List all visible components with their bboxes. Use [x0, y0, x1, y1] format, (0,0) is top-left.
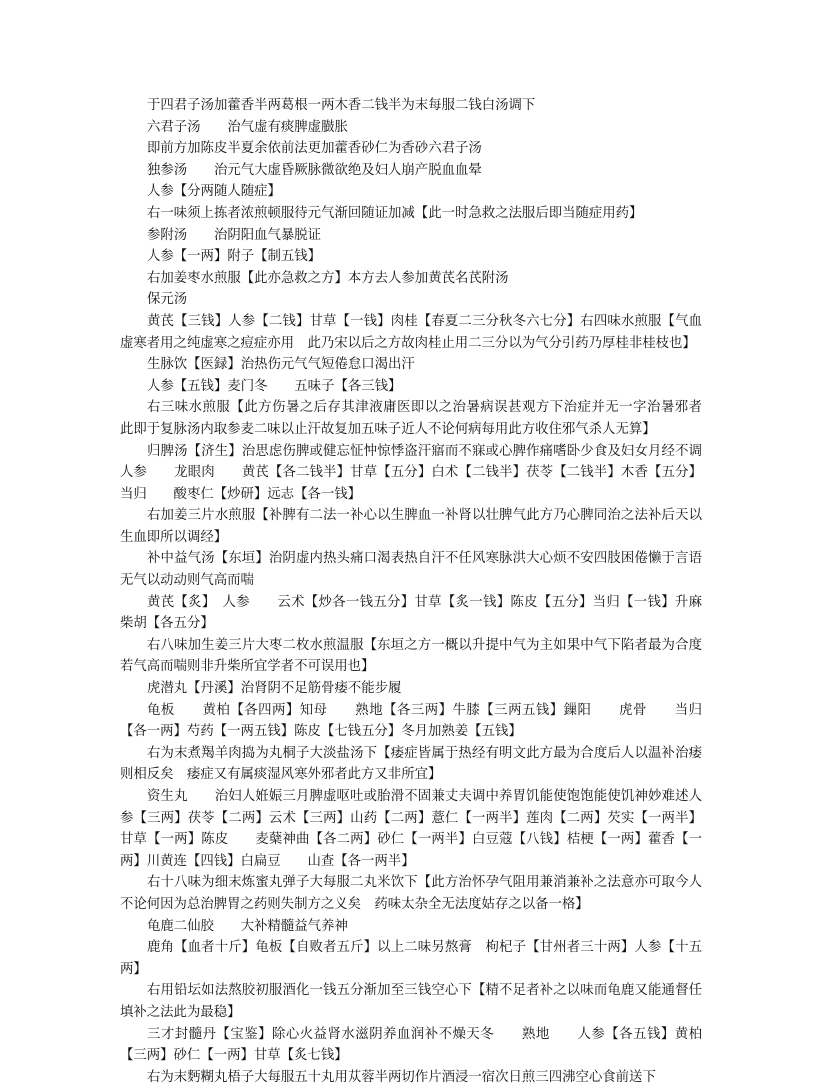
preparation-note: 右为末麪糊丸梧子大每服五十丸用苁蓉半两切作片酒浸一宿次日煎三四沸空心食前送下: [147, 1069, 656, 1085]
formula-heading: 补中益气汤【东垣】治阴虚内热头痛口渴表热自汗不任风寒脉洪大心烦不安四肢困倦懒于言语无气以动动则气高而喘: [120, 551, 702, 589]
formula-heading: 虎潜丸【丹溪】治肾阴不足筋骨痿不能步履: [147, 681, 402, 697]
ingredient-line: 人参【分两随人随症】: [147, 184, 281, 200]
ingredient-line: 黄芪【炙】 人参 云术【炒各一钱五分】甘草【炙一钱】陈皮【五分】当归【一钱】升麻 柴胡【各五分】: [120, 594, 729, 632]
ingredient-line: 鹿角【血者十斤】龟板【自败者五斤】以上二味另熬膏 枸杞子【甘州者三十两】人参【十五两】: [120, 940, 702, 977]
ingredient-line: 龟板 黄柏【各四两】知母 熟地【各三两】牛膝【三两五钱】鏁阳 虎骨 当归【各一两】芍药【一两五钱】陈皮【七钱五分】冬月加熟姜【五钱】: [120, 702, 702, 740]
formula-heading: 六君子汤 治气虚有痰脾虚臌胀: [147, 119, 348, 135]
preparation-note: 右加姜三片水煎服【补脾有二法一补心以生脾血一补肾以壮脾气此方乃心脾同治之法补后天以生血即所以调经】: [120, 508, 702, 545]
preparation-note: 右加姜枣水煎服【此亦急救之方】本方去人参加黄芪名芪附汤: [147, 270, 509, 286]
formula-heading: 生脉饮【医録】治热伤元气气短倦怠口渴出汗: [147, 357, 415, 373]
preparation-note: 右用铅坛如法熬胶初服酒化一钱五分渐加至三钱空心下【精不足者补之以味而龟鹿又能通督任填补之法此为最稳】: [120, 983, 702, 1020]
formula-heading: 保元汤: [147, 292, 188, 308]
preparation-note: 右一味须上拣者浓煎顿服待元气渐回随证加减【此一时急救之法服后即当随症用药】: [147, 205, 643, 221]
formula-heading: 资生丸 治妇人姙娠三月脾虚呕吐或胎滑不固兼丈夫调中养胃饥能使饱饱能使饥神妙难述人参【三两】茯苓【二两】云术【三两】山药【二两】薏仁【一两半】莲肉【二两】芡实【一两半】甘草【一两】陈皮 麦蘖神曲【各二两】砂仁【一两半】白豆蔻【八钱】桔梗【一两】藿香【一两】川黄连【四钱】白扁豆 山查【各一两半】: [120, 789, 702, 869]
preparation-note: 右三味水煎服【此方伤暑之后存其津液庸医即以之治暑病误甚观方下治症并无一字治暑邪者 此即于复脉汤内取参麦二味以止汗故复加五味子近人不论何病每用此方收住邪气杀人无算】: [120, 400, 716, 437]
paragraph: 即前方加陈皮半夏余依前法更加藿香砂仁为香砂六君子汤: [147, 141, 482, 157]
paragraph: 于四君子汤加藿香半两葛根一两木香二钱半为末每服二钱白汤调下: [147, 98, 536, 113]
preparation-note: 右八味加生姜三片大枣二枚水煎温服【东垣之方一概以升提中气为主如果中气下陷者最为合度若气高而喘则非升柴所宜学者不可误用也】: [120, 637, 702, 675]
ingredient-line: 人参【五钱】麦门冬 五味子【各三钱】: [147, 378, 402, 394]
formula-heading: 独参汤 治元气大虚昏厥脉微欲绝及妇人崩产脱血血晕: [147, 162, 482, 178]
ingredient-line: 人参【一两】附子【制五钱】: [147, 249, 322, 265]
formula-heading: 龟鹿二仙胶 大补精髓益气养神: [147, 918, 348, 934]
document-page: [120, 95, 729, 1088]
formula-heading: 归脾汤【济生】治思虑伤脾或健忘怔忡惊悸盗汗寤而不寐或心脾作痛嗜卧少食及妇女月经不调人参 龙眼肉 黄芪【各二钱半】甘草【五分】白术【二钱半】茯苓【二钱半】木香【五分】当归 酸枣仁【炒研】远志【各一钱】: [120, 443, 702, 502]
preparation-note: 右为末煮羯羊肉捣为丸桐子大淡盐汤下【痿症皆属于热经有明文此方最为合度后人以温补治痿则相反矣 痿症又有属痰湿风寒外邪者此方又非所宜】: [120, 745, 702, 783]
formula-heading: 三才封髓丹【宝鉴】除心火益肾水滋阴养血润补不燥天冬 熟地 人参【各五钱】黄柏【三两】砂仁【一两】甘草【炙七钱】: [120, 1026, 702, 1064]
ingredient-line: 黄芪【三钱】人参【二钱】甘草【一钱】肉桂【春夏二三分秋冬六七分】右四味水煎服【气血虚寒者用之纯虚寒之痘症亦用 此乃宋以后之方故肉桂止用二三分以为气分引药乃厚桂非桂枝也】: [120, 313, 702, 351]
preparation-note: 右十八味为细末炼蜜丸弹子大每服二丸米饮下【此方治怀孕气阻用兼消兼补之法意亦可取今人不论何因为总治脾胃之药则失制方之义矣 药味太杂全无法度姑存之以备一格】: [120, 875, 702, 912]
formula-heading: 参附汤 治阴阳血气暴脱证: [147, 227, 322, 243]
